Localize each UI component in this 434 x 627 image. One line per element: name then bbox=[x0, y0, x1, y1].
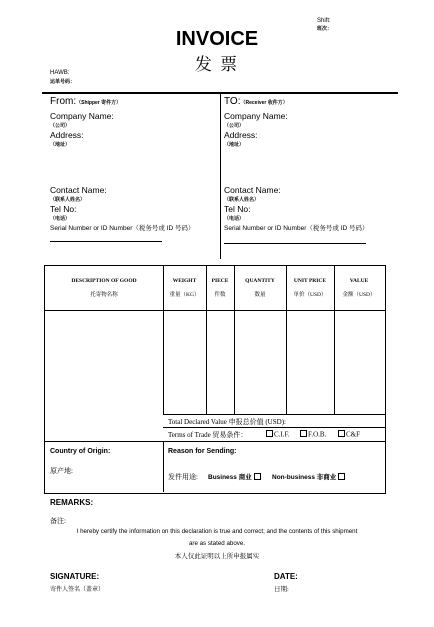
checkbox[interactable] bbox=[300, 430, 307, 437]
terms-of-trade-label: Terms of Trade 贸易条件： bbox=[168, 431, 248, 439]
shift-label: Shift: bbox=[317, 18, 331, 24]
purpose-label: 发件用途: bbox=[168, 473, 198, 481]
from-tel-label: Tel No: bbox=[50, 204, 77, 214]
checkbox[interactable] bbox=[266, 430, 273, 437]
hawb-label-cn: 运单号码： bbox=[50, 79, 76, 85]
column-header-unit-price: UNIT PRICE 单价（USD） bbox=[293, 278, 327, 298]
signature-label: SIGNATURE: bbox=[50, 572, 100, 581]
to-serial-field[interactable] bbox=[224, 243, 366, 244]
from-company-label: Company Name: bbox=[50, 111, 114, 121]
to-address-label: Address: bbox=[224, 130, 258, 140]
from-heading: From:（Shipper 寄件方） bbox=[50, 96, 122, 107]
column-header-weight: WEIGHT 重量（KG） bbox=[169, 278, 200, 298]
to-company-cn: （公司） bbox=[224, 123, 245, 129]
column-header-value: VALUE 金额（USD） bbox=[342, 278, 376, 298]
from-contact-label: Contact Name: bbox=[50, 185, 107, 195]
certify-statement-line1: I hereby certify the information on this declaration is true and correct; and the contents of this shipment bbox=[76, 528, 358, 535]
date-cn: 日期: bbox=[274, 586, 289, 593]
from-serial-label: Serial Number or ID Number（税务号或 ID 号码） bbox=[50, 225, 195, 232]
country-of-origin-label: Country of Origin: bbox=[50, 448, 111, 455]
to-tel-cn: （电话） bbox=[224, 216, 245, 222]
date-label: DATE: bbox=[274, 572, 298, 581]
country-of-origin-cn: 原产地: bbox=[50, 467, 73, 475]
to-contact-cn: （联系人姓名） bbox=[224, 197, 260, 203]
certify-statement-line2: are as stated above. bbox=[188, 540, 246, 547]
to-heading: TO:（Receiver 收件方） bbox=[224, 96, 288, 107]
to-contact-label: Contact Name: bbox=[224, 185, 281, 195]
to-company-label: Company Name: bbox=[224, 111, 288, 121]
invoice-title-cn: 发 票 bbox=[194, 55, 240, 74]
shift-label-cn: 班次： bbox=[317, 26, 333, 32]
to-serial-label: Serial Number or ID Number（税务号或 ID 号码） bbox=[224, 225, 369, 232]
checkbox[interactable] bbox=[338, 473, 345, 480]
hawb-label: HAWB: bbox=[50, 70, 70, 76]
terms-row-divider bbox=[163, 427, 385, 428]
invoice-title: INVOICE bbox=[175, 28, 259, 50]
origin-reason-divider bbox=[163, 442, 164, 492]
from-company-cn: （公司） bbox=[50, 123, 71, 129]
from-serial-field[interactable] bbox=[50, 241, 162, 242]
reason-for-sending-label: Reason for Sending: bbox=[168, 448, 237, 455]
from-contact-cn: （联系人姓名） bbox=[50, 197, 86, 203]
from-address-cn: （地址） bbox=[50, 142, 71, 148]
column-header-quantity: QUANTITY 数量 bbox=[245, 278, 275, 298]
checkbox[interactable] bbox=[338, 430, 345, 437]
business-option[interactable]: Business 商业 bbox=[208, 472, 262, 481]
from-to-divider bbox=[220, 93, 221, 259]
origin-row-divider bbox=[45, 441, 385, 442]
terms-option-cf[interactable]: C&F bbox=[338, 430, 360, 439]
to-tel-label: Tel No: bbox=[224, 204, 251, 214]
checkbox[interactable] bbox=[254, 473, 261, 480]
certify-statement-cn: 本人仅此证明以上所申报属实 bbox=[174, 553, 260, 560]
from-address-label: Address: bbox=[50, 130, 84, 140]
column-header-piece: PIECE 件数 bbox=[211, 278, 229, 298]
total-declared-label: Total Declared Value 申报总价值 (USD): bbox=[168, 418, 286, 426]
remarks-heading: REMARKS: bbox=[50, 498, 94, 507]
signature-cn: 寄件人签名（盖章） bbox=[50, 587, 105, 593]
terms-option-fob[interactable]: F.O.B. bbox=[300, 430, 326, 439]
from-tel-cn: （电话） bbox=[50, 216, 71, 222]
remarks-cn: 备注: bbox=[50, 517, 66, 525]
total-row-divider bbox=[163, 414, 385, 415]
column-header-description: DESCRIPTION OF GOOD 托寄物名称 bbox=[71, 278, 137, 298]
terms-option-cif[interactable]: C.I.F. bbox=[266, 430, 290, 439]
non-business-option[interactable]: Non-business 非商业 bbox=[272, 472, 346, 481]
to-address-cn: （地址） bbox=[224, 142, 245, 148]
